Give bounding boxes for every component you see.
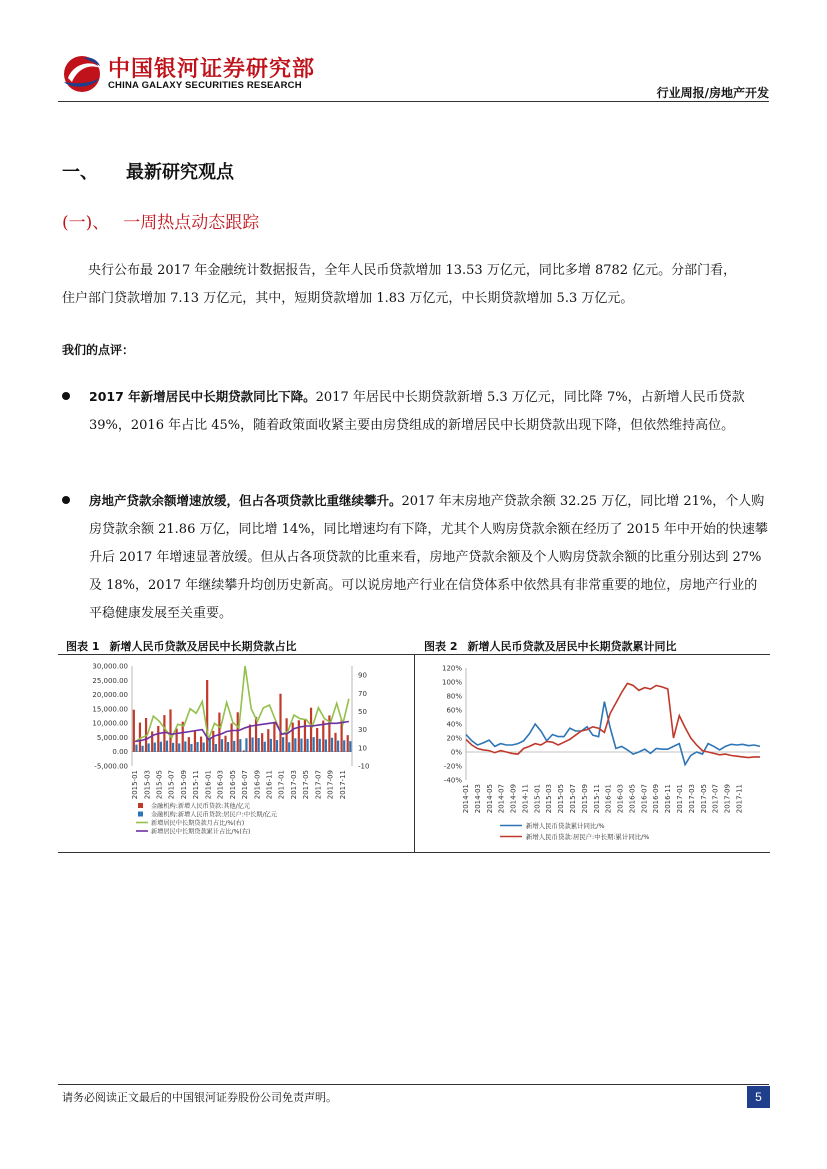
x-tick-label: 2017-03 [687, 784, 696, 814]
legend-swatch [138, 803, 143, 808]
header-divider [58, 101, 769, 102]
x-tick-label: 2014-07 [497, 784, 506, 814]
legend-label: 金融机构:新增人民币贷款:居民户:中长期/亿元 [151, 811, 277, 819]
intro-line-1: 央行公布最 2017 年金融统计数据报告，全年人民币贷款增加 13.53 万亿元，同比多增 8782 亿元。分部门看， [88, 263, 737, 278]
x-tick-label: 2015-07 [568, 784, 577, 814]
x-tick-label: 2015-09 [580, 784, 589, 814]
footer-divider [58, 1084, 769, 1085]
figure-divider [414, 654, 415, 852]
y2-tick-label: -10 [358, 762, 370, 771]
figure2-label: 图表 2 [424, 640, 458, 653]
bar-other-loans [157, 726, 159, 752]
x-tick-label: 2017-01 [277, 770, 286, 800]
x-tick-label: 2016-11 [265, 770, 274, 800]
y-tick-label: 40% [446, 720, 462, 729]
bar-household-long-term [319, 739, 321, 752]
x-tick-label: 2014-03 [473, 784, 482, 814]
x-tick-label: 2017-09 [723, 784, 732, 814]
bar-household-long-term [178, 743, 180, 751]
bullet-text: 2017 年末房地产贷款余额 32.25 万亿，同比增 21%，个人购房贷款余额 21.86 万亿，同比增 14%，同比增速均有下降，尤其个人购房贷款余额在经历了 2015 年中开始的快速攀升后 2017 年增速显著放缓。但从占各项贷款的比重来看，房地产贷款余额及个人购房贷款余额的比重分别达到 27%及 18%，2017 年继续攀升均创历史新高。可以说房地产行业在信贷体系中依然具有非常重要的地位，房地产行业的平稳健康发展至关重要。 [89, 494, 768, 621]
intro-line-2: 住户部门贷款增加 7.13 万亿元，其中，短期贷款增加 1.83 万亿元，中长期贷款增加 5.3 万亿元。 [62, 291, 634, 306]
x-tick-label: 2015-07 [167, 770, 176, 800]
bar-household-long-term [141, 746, 143, 752]
bullet-dot-icon [62, 496, 70, 504]
figure1-title [66, 638, 296, 654]
bar-household-long-term [349, 741, 351, 752]
figure1-caption: 新增人民币贷款及居民中长期贷款占比 [109, 640, 297, 653]
bar-household-long-term [251, 737, 253, 751]
y-tick-label: 20,000.00 [92, 691, 128, 700]
x-tick-label: 2016-03 [616, 784, 625, 814]
report-type: 行业周报/房地产开发 [656, 86, 769, 100]
bar-other-loans [169, 709, 171, 751]
bar-household-long-term [288, 742, 290, 751]
bar-other-loans [200, 737, 202, 752]
galaxy-logo-icon [60, 52, 104, 96]
bar-other-loans [347, 735, 349, 752]
x-tick-label: 2017-07 [711, 784, 720, 814]
y-tick-label: 60% [446, 706, 462, 715]
bar-other-loans [286, 718, 288, 751]
x-tick-label: 2017-11 [338, 770, 347, 800]
x-tick-label: 2014-01 [462, 784, 470, 814]
bar-other-loans [139, 723, 141, 752]
x-tick-label: 2015-03 [545, 784, 554, 814]
x-tick-label: 2015-11 [592, 784, 601, 814]
bar-household-long-term [184, 741, 186, 751]
bar-other-loans [237, 712, 239, 751]
bar-household-long-term [264, 742, 266, 752]
x-tick-label: 2016-03 [216, 770, 225, 800]
brand-name-en: CHINA GALAXY SECURITIES RESEARCH [108, 80, 302, 91]
bar-other-loans [243, 750, 245, 751]
line-loan-yoy [466, 702, 760, 765]
figure1-label: 图表 1 [66, 640, 100, 653]
y2-tick-label: 90 [358, 671, 367, 680]
y-tick-label: 25,000.00 [92, 676, 128, 685]
x-tick-label: 2014-05 [485, 784, 494, 814]
figure2-caption: 新增人民币贷款及居民中长期贷款累计同比 [467, 640, 677, 653]
legend-label: 新增居民中长期贷款累计占比/%(右) [151, 828, 251, 836]
bar-household-long-term [337, 741, 339, 752]
bullet-body [89, 383, 770, 440]
x-tick-label: 2015-05 [557, 784, 566, 814]
x-tick-label: 2016-05 [228, 770, 237, 800]
bar-household-long-term [233, 741, 235, 752]
bullet-lead: 房地产贷款余额增速放缓，但占各项贷款比重继续攀升。 [89, 493, 402, 508]
bar-other-loans [224, 736, 226, 752]
bar-household-long-term [294, 738, 296, 751]
bar-household-long-term [215, 744, 217, 752]
bar-other-loans [218, 713, 220, 752]
bar-other-loans [304, 720, 306, 752]
figure2-title [424, 638, 676, 654]
bullet-dot-icon [62, 392, 70, 400]
legend-label: 新增人民币贷款累计同比/% [526, 822, 605, 830]
y-tick-label: 80% [446, 692, 462, 701]
bar-other-loans [316, 728, 318, 752]
bar-household-long-term [276, 740, 278, 752]
subsection-number: (一)、 [62, 213, 110, 233]
x-tick-label: 2014-11 [521, 784, 530, 814]
x-tick-label: 2016-11 [664, 784, 673, 814]
bar-household-long-term [135, 745, 137, 752]
bar-other-loans [298, 720, 300, 751]
x-tick-label: 2016-09 [253, 770, 262, 800]
intro-paragraph [62, 257, 768, 313]
x-tick-label: 2015-09 [179, 770, 188, 800]
bar-household-long-term [239, 739, 241, 752]
x-tick-label: 2015-01 [131, 770, 140, 800]
y2-tick-label: 70 [358, 689, 367, 698]
bar-household-long-term [190, 744, 192, 752]
bullet-point [62, 487, 770, 628]
x-tick-label: 2017-09 [326, 770, 335, 800]
bar-other-loans [133, 710, 135, 752]
y-tick-label: 5,000.00 [96, 733, 128, 742]
bar-household-long-term [221, 739, 223, 752]
x-tick-label: 2017-07 [314, 770, 323, 800]
bar-other-loans [267, 729, 269, 752]
bar-other-loans [194, 731, 196, 751]
bar-household-long-term [270, 739, 272, 752]
bar-other-loans [310, 708, 312, 752]
bar-household-long-term [313, 737, 315, 752]
x-tick-label: 2017-05 [302, 770, 311, 800]
bar-household-long-term [325, 739, 327, 751]
bar-household-long-term [148, 743, 150, 751]
bar-household-long-term [300, 739, 302, 752]
y-tick-label: -5,000.00 [94, 762, 128, 771]
y-tick-label: 0% [450, 748, 462, 757]
section-heading [62, 158, 234, 184]
chart-1 [60, 656, 412, 850]
bullet-lead: 2017 年新增居民中长期贷款同比下降。 [89, 389, 316, 404]
x-tick-label: 2016-07 [640, 784, 649, 814]
x-tick-label: 2016-07 [241, 770, 250, 800]
bar-household-long-term [172, 743, 174, 752]
legend-label: 新增居民中长期贷款月占比/%(右) [151, 820, 245, 827]
bar-household-long-term [227, 742, 229, 752]
bar-other-loans [273, 722, 275, 752]
x-tick-label: 2016-05 [628, 784, 637, 814]
x-tick-label: 2017-05 [699, 784, 708, 814]
page-number: 5 [747, 1086, 770, 1108]
y-tick-label: 15,000.00 [92, 705, 128, 714]
comment-title: 我们的点评： [62, 343, 135, 357]
bar-household-long-term [154, 743, 156, 752]
y-tick-label: 20% [446, 734, 462, 743]
bar-household-long-term [343, 740, 345, 751]
x-tick-label: 2015-05 [155, 770, 164, 800]
bullet-point [62, 383, 770, 440]
legend-swatch [138, 812, 143, 817]
bar-other-loans [212, 731, 214, 752]
bullet-body [89, 487, 770, 628]
x-tick-label: 2017-01 [675, 784, 684, 814]
x-tick-label: 2014-09 [509, 784, 518, 814]
bar-household-long-term [331, 738, 333, 752]
footer-disclaimer: 请务必阅读正文最后的中国银河证券股份公司免责声明。 [62, 1091, 337, 1104]
bar-household-long-term [196, 742, 198, 752]
section-number: 一、 [62, 162, 98, 183]
figure-bottom-rule [58, 852, 770, 853]
bar-household-long-term [203, 743, 205, 752]
subsection-title: 一周热点动态跟踪 [123, 213, 260, 233]
brand-name-cn: 中国银河证券研究部 [108, 57, 316, 82]
y2-tick-label: 10 [358, 744, 367, 753]
x-tick-label: 2015-03 [143, 770, 152, 800]
line-household-long-term-yoy [466, 683, 760, 757]
bar-other-loans [292, 723, 294, 752]
bar-household-long-term [160, 742, 162, 752]
bullet-text: 2017 年居民中长期贷款新增 5.3 万亿元，同比降 7%，占新增人民币贷款 39%，2016 年占比 45%，随着政策面收紧主要由房贷组成的新增居民中长期贷款出现下降，但依然维持高位。 [89, 390, 745, 433]
bar-household-long-term [258, 738, 260, 752]
y2-tick-label: 30 [358, 726, 367, 735]
section-title: 最新研究观点 [126, 162, 234, 183]
y-tick-label: -20% [443, 762, 462, 771]
legend-label: 金融机构:新增人民币贷款:其他/亿元 [151, 803, 251, 810]
bar-household-long-term [245, 738, 247, 751]
bar-other-loans [279, 694, 281, 752]
subsection-heading [62, 208, 259, 233]
bar-other-loans [334, 733, 336, 752]
bar-household-long-term [306, 739, 308, 752]
bar-other-loans [261, 733, 263, 752]
legend-label: 新增人民币贷款:居民户:中长期:累计同比/% [526, 833, 650, 841]
y-tick-label: 120% [441, 664, 462, 673]
bar-other-loans [188, 737, 190, 752]
y-tick-label: 10,000.00 [92, 719, 128, 728]
bar-other-loans [231, 723, 233, 751]
bar-other-loans [176, 729, 178, 752]
y-tick-label: 0.00 [112, 748, 128, 757]
chart-2 [418, 656, 770, 850]
x-tick-label: 2016-01 [604, 784, 613, 814]
bar-household-long-term [282, 737, 284, 752]
y2-tick-label: 50 [358, 707, 367, 716]
x-tick-label: 2016-01 [204, 770, 213, 800]
x-tick-label: 2015-11 [192, 770, 201, 800]
y-tick-label: 100% [441, 678, 462, 687]
x-tick-label: 2015-01 [533, 784, 542, 814]
bar-other-loans [249, 725, 251, 752]
x-tick-label: 2017-11 [735, 784, 744, 814]
x-tick-label: 2017-03 [289, 770, 298, 800]
y-tick-label: 30,000.00 [92, 662, 128, 671]
bar-household-long-term [209, 738, 211, 751]
y-tick-label: -40% [443, 776, 462, 785]
bar-household-long-term [166, 741, 168, 752]
x-tick-label: 2016-09 [652, 784, 661, 814]
